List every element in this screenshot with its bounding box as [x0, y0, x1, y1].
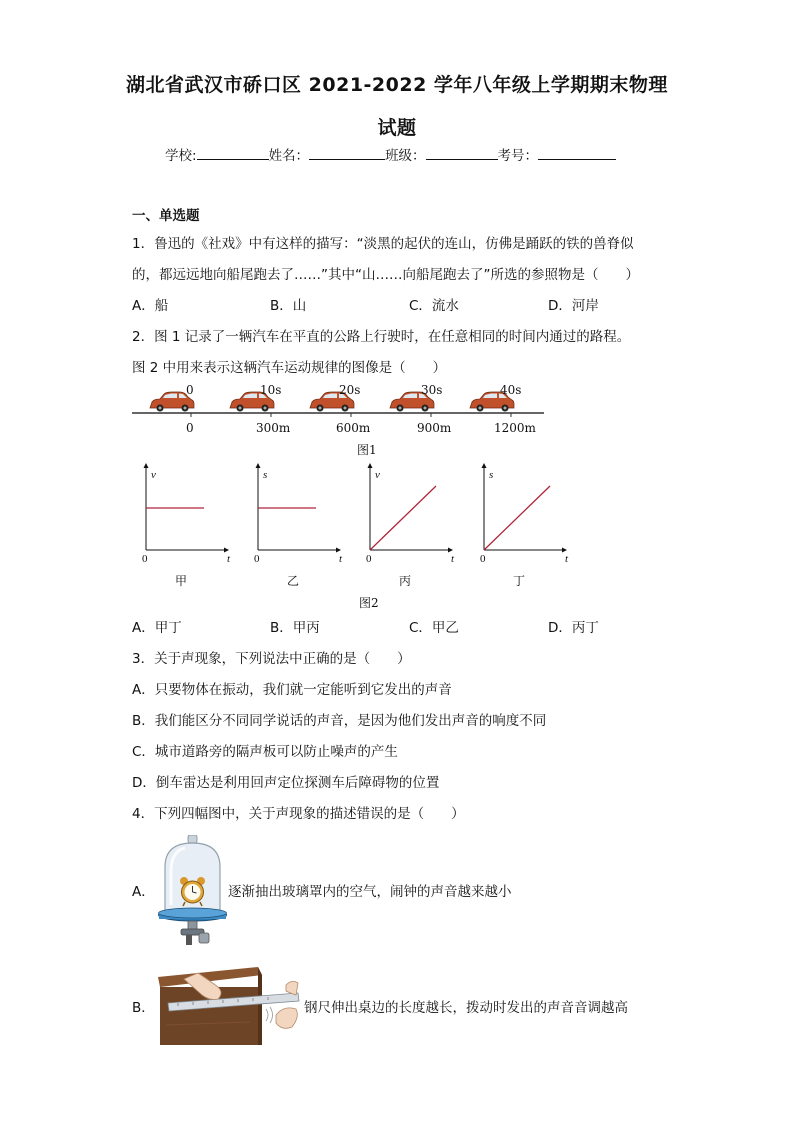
q4-option-b-letter[interactable]: B．	[132, 1000, 155, 1016]
q2-option-b[interactable]: B．甲丙	[270, 620, 320, 636]
time-label-0: 0	[186, 383, 194, 397]
x-axis-arrow	[336, 548, 341, 553]
time-label-1: 10s	[260, 383, 282, 397]
x-axis-arrow	[448, 548, 453, 553]
school-label: 学校:	[165, 148, 197, 164]
q4-stem: 4．下列四幅图中，关于声现象的描述错误的是（ ）	[132, 806, 465, 822]
q1-stem-line1: 1．鲁迅的《社戏》中有这样的描写：“淡黑的起伏的连山，仿佛是踊跃的铁的兽脊似	[132, 236, 634, 252]
page-title-line2: 试题	[377, 117, 417, 139]
q1-option-b[interactable]: B．山	[270, 298, 307, 314]
graph-line	[484, 486, 550, 550]
exam-number-label: 考号：	[497, 148, 539, 164]
page-title: 湖北省武汉市硚口区 2021-2022 学年八年级上学期期末物理	[126, 74, 668, 96]
y-axis-arrow	[482, 463, 487, 468]
graph-4	[476, 462, 576, 570]
time-label-4: 40s	[500, 383, 522, 397]
distance-label-1: 300m	[256, 421, 291, 435]
x-axis-label: t	[339, 553, 343, 565]
time-label-3: 30s	[421, 383, 443, 397]
y-axis-arrow	[144, 463, 149, 468]
x-axis-label: t	[227, 553, 231, 565]
figure-1-caption: 图1	[357, 443, 377, 457]
q4-option-a-text[interactable]: 逐渐抽出玻璃罩内的空气，闹钟的声音越来越小	[228, 884, 512, 900]
x-axis-arrow	[562, 548, 567, 553]
q3-option-c[interactable]: C．城市道路旁的隔声板可以防止噪声的产生	[132, 744, 398, 760]
graph-3	[362, 462, 462, 570]
q1-stem-line2: 的，都远远地向船尾跑去了……”其中“山……向船尾跑去了”所选的参照物是（ ）	[132, 267, 639, 283]
q1-option-d[interactable]: D．河岸	[548, 298, 599, 314]
exam-number-blank[interactable]	[538, 146, 616, 160]
class-label: 班级：	[385, 148, 426, 164]
distance-label-3: 900m	[417, 421, 452, 435]
q3-stem: 3．关于声现象，下列说法中正确的是（ ）	[132, 651, 411, 667]
q1-option-c[interactable]: C．流水	[409, 298, 459, 314]
q3-option-b[interactable]: B．我们能区分不同同学说话的声音，是因为他们发出声音的响度不同	[132, 713, 547, 729]
figure-2-caption: 图2	[359, 596, 379, 610]
y-axis-label: v	[151, 469, 156, 481]
origin-label: 0	[480, 553, 486, 565]
q2-option-a[interactable]: A．甲丁	[132, 620, 182, 636]
x-axis-arrow	[224, 548, 229, 553]
q2-option-c[interactable]: C．甲乙	[409, 620, 459, 636]
q2-option-d[interactable]: D．丙丁	[548, 620, 599, 636]
y-axis-label: s	[489, 469, 494, 481]
q1-option-a[interactable]: A．船	[132, 298, 169, 314]
origin-label: 0	[366, 553, 372, 565]
q2-stem-line1: 2．图 1 记录了一辆汽车在平直的公路上行驶时，在任意相同的时间内通过的路程。	[132, 329, 631, 345]
q4-option-b-text[interactable]: 钢尺伸出桌边的长度越长，拨动时发出的声音音调越高	[304, 1000, 628, 1016]
graph-name-3: 丙	[399, 574, 412, 588]
bell-jar-illustration	[155, 835, 230, 950]
ruler-desk-illustration	[158, 965, 303, 1047]
graph-1	[138, 462, 238, 570]
q4-option-a-letter[interactable]: A．	[132, 884, 155, 900]
time-label-2: 20s	[339, 383, 361, 397]
x-axis-label: t	[565, 553, 569, 565]
graph-name-2: 乙	[287, 574, 300, 588]
y-axis-arrow	[256, 463, 261, 468]
q2-stem-line2: 图 2 中用来表示这辆汽车运动规律的图像是（ ）	[132, 360, 447, 376]
distance-label-2: 600m	[336, 421, 371, 435]
name-label: 姓名：	[268, 148, 310, 164]
q3-option-d[interactable]: D．倒车雷达是利用回声定位探测车后障碍物的位置	[132, 775, 440, 791]
distance-label-0: 0	[186, 421, 194, 435]
school-blank[interactable]	[197, 146, 269, 160]
origin-label: 0	[254, 553, 260, 565]
graph-2	[250, 462, 350, 570]
student-info-row	[165, 146, 616, 164]
x-axis-label: t	[451, 553, 455, 565]
section-heading: 一、单选题	[132, 208, 200, 224]
graph-name-1: 甲	[175, 574, 188, 588]
distance-label-4: 1200m	[494, 421, 536, 435]
q3-option-a[interactable]: A．只要物体在振动，我们就一定能听到它发出的声音	[132, 682, 452, 698]
graph-name-4: 丁	[513, 574, 526, 588]
y-axis-label: s	[263, 469, 268, 481]
name-blank[interactable]	[309, 146, 385, 160]
y-axis-arrow	[368, 463, 373, 468]
class-blank[interactable]	[426, 146, 498, 160]
graph-line	[370, 486, 436, 550]
y-axis-label: v	[375, 469, 380, 481]
origin-label: 0	[142, 553, 148, 565]
